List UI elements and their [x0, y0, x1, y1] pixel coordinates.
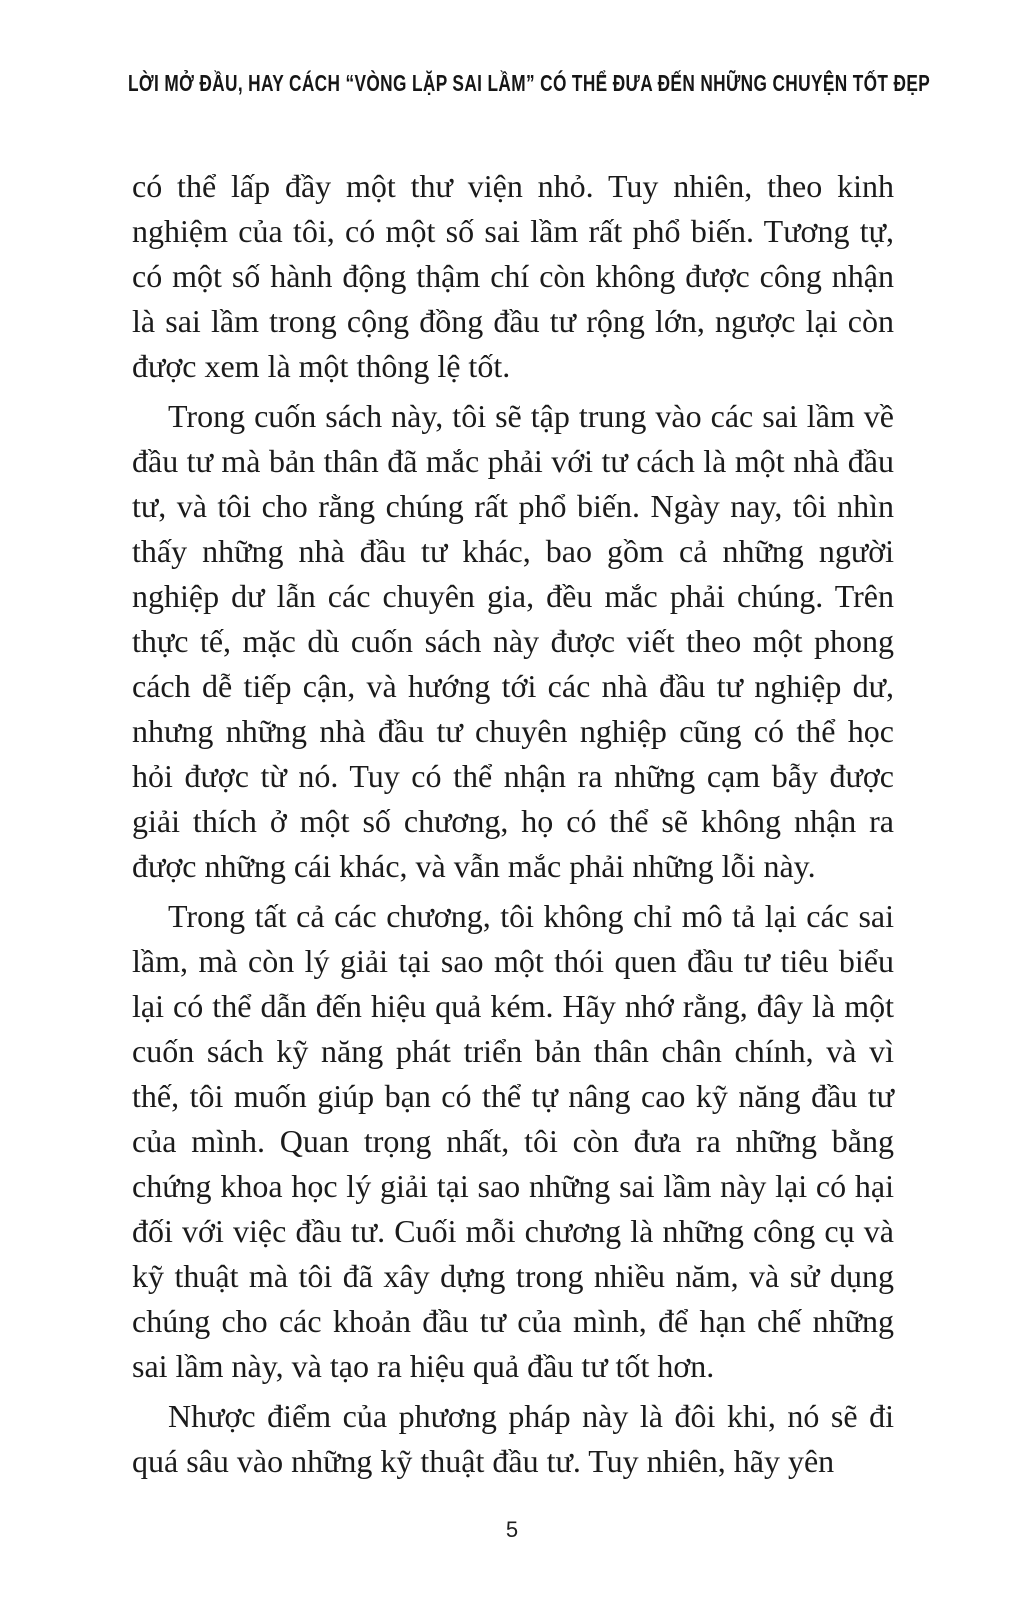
- page-number: 5: [505, 1517, 519, 1542]
- paragraph: có thể lấp đầy một thư viện nhỏ. Tuy nhiên, theo kinh nghiệm của tôi, có một số sai lầm rất phổ biến. Tương tự, có một số hành động thậm chí còn không được công nhận là sai lầm trong cộng đồng đầu tư rộng lớn, ngược lại còn được xem là một thông lệ tốt.: [132, 168, 894, 384]
- paragraph: Nhược điểm của phương pháp này là đôi khi, nó sẽ đi quá sâu vào những kỹ thuật đầu tư. Tuy nhiên, hãy yên: [132, 1398, 894, 1479]
- body-text: [132, 164, 894, 1484]
- running-header: LỜI MỞ ĐẦU, HAY CÁCH “VÒNG LẶP SAI LẦM” CÓ THỂ ĐƯA ĐẾN NHỮNG CHUYỆN TỐT ĐẸP: [128, 70, 931, 96]
- paragraph: Trong cuốn sách này, tôi sẽ tập trung vào các sai lầm về đầu tư mà bản thân đã mắc phải với tư cách là một nhà đầu tư, và tôi cho rằng chúng rất phổ biến. Ngày nay, tôi nhìn thấy những nhà đầu tư khác, bao gồm cả những người nghiệp dư lẫn các chuyên gia, đều mắc phải chúng. Trên thực tế, mặc dù cuốn sách này được viết theo một phong cách dễ tiếp cận, và hướng tới các nhà đầu tư nghiệp dư, nhưng những nhà đầu tư chuyên nghiệp cũng có thể học hỏi được từ nó. Tuy có thể nhận ra những cạm bẫy được giải thích ở một số chương, họ có thể sẽ không nhận ra được những cái khác, và vẫn mắc phải những lỗi này.: [132, 398, 894, 884]
- paragraph: Trong tất cả các chương, tôi không chỉ mô tả lại các sai lầm, mà còn lý giải tại sao một thói quen đầu tư tiêu biểu lại có thể dẫn đến hiệu quả kém. Hãy nhớ rằng, đây là một cuốn sách kỹ năng phát triển bản thân chân chính, và vì thế, tôi muốn giúp bạn có thể tự nâng cao kỹ năng đầu tư của mình. Quan trọng nhất, tôi còn đưa ra những bằng chứng khoa học lý giải tại sao những sai lầm này lại có hại đối với việc đầu tư. Cuối mỗi chương là những công cụ và kỹ thuật mà tôi đã xây dựng trong nhiều năm, và sử dụng chúng cho các khoản đầu tư của mình, để hạn chế những sai lầm này, và tạo ra hiệu quả đầu tư tốt hơn.: [132, 898, 894, 1384]
